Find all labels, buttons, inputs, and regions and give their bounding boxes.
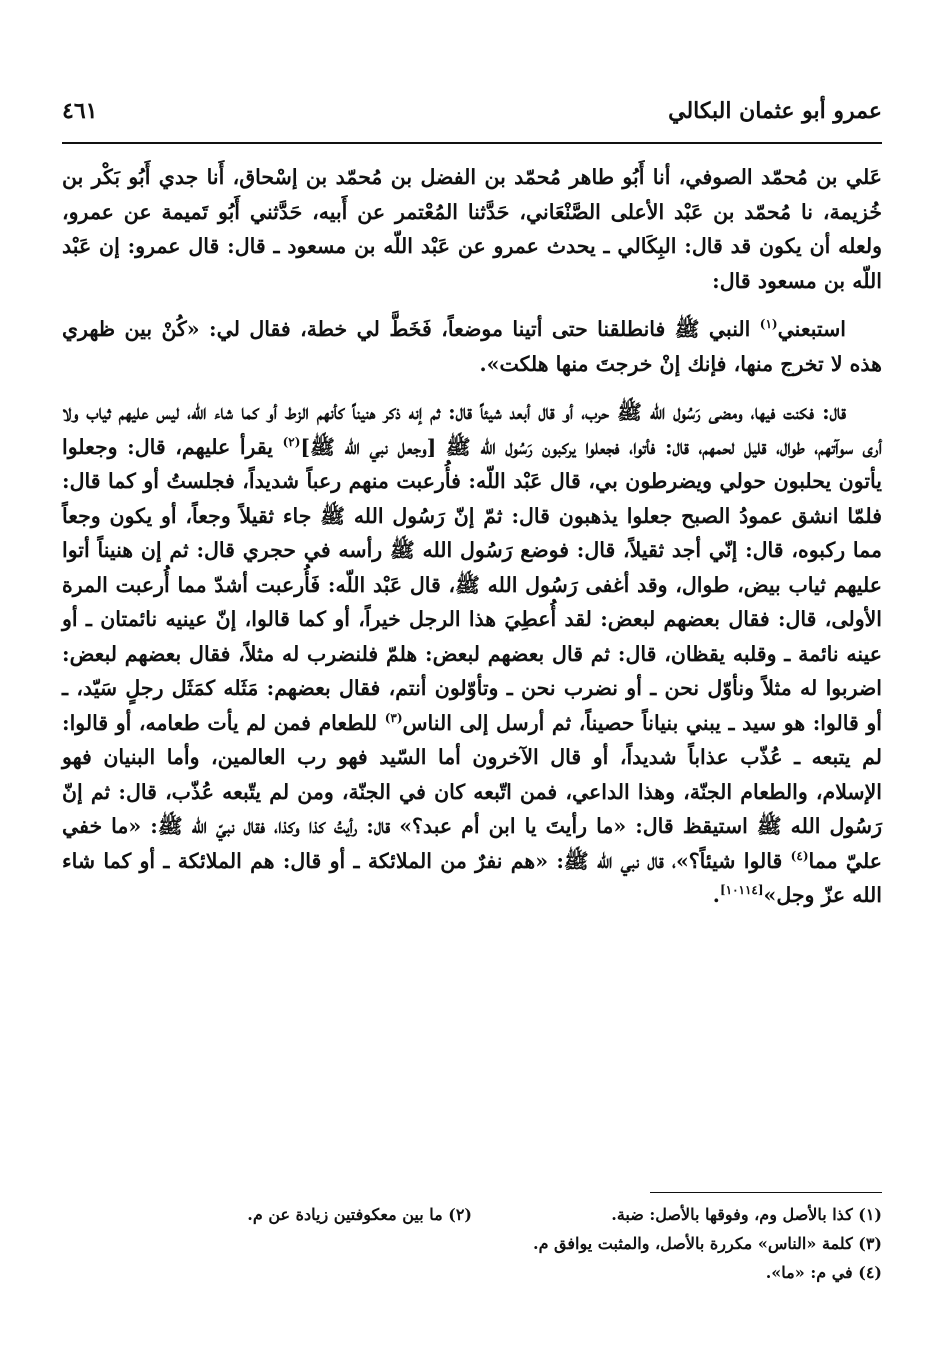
footnote-separator (650, 1192, 882, 1193)
text-segment: قال: رأيتُ كذا وكذا، فقال نبيّ الله ﷺ: (141, 814, 400, 838)
text-segment: . (479, 351, 487, 376)
text-segment: النبي ﷺ فانطلقنا حتى أتينا موضعاً، فَخَطَّ لي خطة، فقال لي: (199, 317, 760, 341)
footnote-1: (١) كذا بالأصل وم، وفوقها بالأصل: ضبة. (611, 1205, 882, 1224)
header-rule (62, 142, 882, 144)
footnote-ref-3: (٣) (384, 710, 403, 725)
hadith-reference-number: [١٠١١٤] (719, 883, 764, 898)
text-segment: . (712, 883, 720, 907)
quoted-speech: «كُنْ بين ظهري هذه لا تخرج منها، فإنك إنْ خرجتَ منها هلكت» (62, 317, 882, 376)
paragraph-hadith-opening (62, 312, 882, 381)
paragraph-isnad: عَلي بن مُحمّد الصوفي، أنا أَبُو طاهر مُحمّد بن الفضل بن مُحمّد بن إسْحاق، أَنا جدي أَبُو بَكْر بن خُزيمة، نا مُحمّد بن عَبْد الأعلى الصَّنْعَاني، حَدَّثنا المُعْتمر عن أَبيه، حَدَّثني أَبُو تَميمة عن عمرو، ولعله أن يكون قد قال: البِكَالي ـ يحدث عمرو عن عَبْد اللّه بن مسعود ـ قال: قال عمرو: إن عَبْد اللّه بن مسعود قال: (62, 165, 882, 293)
running-title: عمرو أبو عثمان البكالي (668, 98, 882, 124)
quoted-speech: «ما رأيتَ يا ابن أم عبد؟» (399, 814, 627, 838)
footnote-ref-1: (١) (759, 317, 778, 332)
footnote-3: (٣) كلمة «الناس» مكررة بالأصل، والمثبت يوافق م. (533, 1234, 882, 1253)
quoted-speech: قالوا شيئاً؟» (675, 848, 791, 873)
footnote-ref-4: (٤) (790, 848, 809, 863)
main-text (62, 160, 882, 927)
footnotes (62, 1200, 882, 1287)
text-segment: ، قال نبي الله ﷺ: (548, 848, 676, 873)
quoted-speech: «ما خفي عليّ مما (62, 814, 882, 873)
quoted-speech: «هم نفرٌ من الملائكة ـ أو قال: هم الملائكة ـ أو كما شاء الله عزّ وجل» (62, 848, 882, 907)
footnote-row (62, 1258, 882, 1287)
footnote-4: (٤) في م: «ما». (765, 1263, 882, 1282)
footnote-row (62, 1200, 882, 1229)
text-segment: قال: فكنت فيها، ومضى رَسُول الله ﷺ حرب، أو قال أبعد شيئاً قال: ثم إنه ذكر هنيناً كأنهم الزط أو كما شاء الله، ليس عليهم ثياب ولا أرى سوآتهم، طوال، قليل لحمهم، قال: فأتوا، فجعلوا يركبون رَسُول الله ﷺ [وجعل نبي الله ﷺ] (62, 400, 882, 459)
text-segment: يقرأ عليهم، قال: وجعلوا يأتون يحلبون حولي ويضرطون بي، قال عَبْد اللّه: فأُرعبت منهم رعباً شديداً، فجلستُ أو كما قال: فلمّا انشق عمودُ الصبح جعلوا يذهبون قال: ثمّ إنّ رَسُول الله ﷺ جاء ثقيلاً وجعاً، أو يكون وجعاً مما ركبوه، قال: إنّي أجد ثقيلاً، قال: فوضع رَسُول الله ﷺ رأسه في حجري قال: ثم إن هنيناً أتوا عليهم ثياب بيض، طوال، وقد أغفى رَسُول الله ﷺ، قال عَبْد اللّه: فَأُرعبت أشدّ مما أُرعبت المرة الأولى، قال: فقال بعضهم لبعض: لقد أُعطِيَ هذا الرجل خيراً، أو كما قالوا، إنّ عينيه نائمتان ـ أو عينه نائمة ـ وقلبه يقظان، قال: ثم قال بعضهم لبعض: هلمّ فلنضرب له مثلاً، فقال بعضهم لبعض: اضربوا له مثلاً ونأوّل نحن ـ أو نضرب نحن ـ وتأوّلون أنتم، فقال بعضهم: مَثَله كمَثَل رجلٍ سَيّد، ـ أو قالوا: هو سيد ـ يبني بنياناً حصيناً، ثم أرسل إلى الناس (62, 434, 882, 735)
text-segment: للطعام فمن لم يأت طعامه، أو قالوا: لم يتبعه ـ عُذّب عذاباً شديداً، أو قال الآخرون أما السّيد فهو رب العالمين، وأما البنيان فهو الإسلام، والطعام الجنّة، وهذا الداعي، فمن اتّبعه كان في الجنّة، ومن لم يتّبعه عُذّب، قال: ثم إنّ رَسُول الله ﷺ استيقظ قال: (62, 710, 883, 838)
page-header (62, 92, 882, 138)
paragraph-narrative (62, 395, 882, 913)
footnote-row (62, 1229, 882, 1258)
text-segment: استبعني (777, 317, 846, 341)
footnote-2: (٢) ما بين معكوفتين زيادة عن م. (247, 1205, 472, 1224)
page-number: ٤٦١ (62, 98, 98, 124)
footnote-ref-2: (٢) (282, 434, 301, 449)
